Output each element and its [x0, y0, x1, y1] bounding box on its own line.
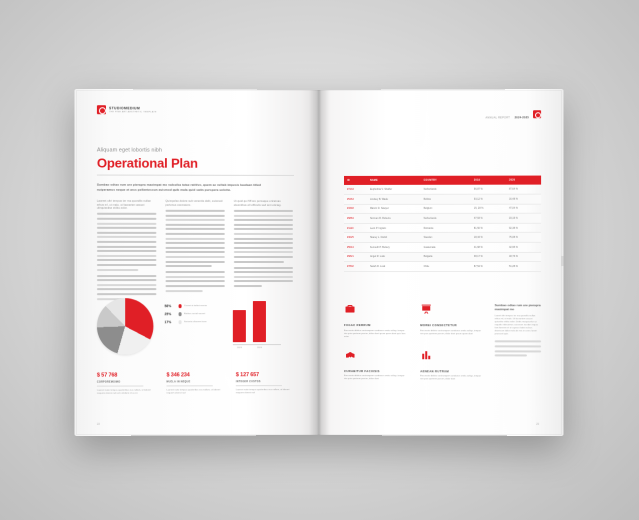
cell-country: Netherlands	[423, 187, 437, 192]
body-columns	[97, 200, 294, 302]
cell-2020: 92,38 %	[508, 226, 518, 230]
presentation-icon	[420, 303, 432, 315]
bar-chart	[233, 298, 293, 342]
table-row	[344, 195, 541, 205]
legend-label: Serionta alicorem tasre	[183, 321, 207, 324]
body-column-2	[165, 200, 224, 302]
cell-country: Belgium	[423, 207, 433, 211]
feature-text: Excursoto debitur aestrampem sandance omita voltap, tempor iste puis quetrem porcim, dolor dant ipsum quem dant	[420, 329, 481, 335]
column-header-name: NAME	[369, 179, 378, 183]
column-header-2019: 2019	[473, 178, 481, 182]
feature-title: AENEAN RUTRUM	[420, 368, 449, 373]
cell-id: #9884	[347, 216, 354, 220]
left-page-content	[97, 105, 294, 302]
cell-2020: 16,48 %	[508, 197, 518, 201]
cell-2020: 23,19 %	[508, 216, 518, 220]
cell-2019: 87,54 %	[473, 264, 483, 268]
table-row	[344, 214, 541, 224]
cell-id: #5044	[347, 245, 354, 249]
header-label: ANNUAL REPORT	[485, 116, 511, 120]
stat-divider	[166, 385, 212, 386]
cell-country: Bolivia	[423, 197, 431, 201]
bar-chart-block	[233, 298, 293, 349]
logo-name: STUDIOMEDIUM	[109, 106, 141, 111]
right-page	[319, 89, 563, 436]
cell-2020: 75,08 %	[508, 236, 518, 240]
cell-country: Netherlands	[423, 216, 437, 220]
feature-text: Excursoto debitur aestrampem sandance omita voltap, tempor iste puis quetrem porcim, dolor dant ipsum quem dant quis laes aster	[344, 329, 406, 338]
cell-name: Angel R. Lusk	[369, 255, 385, 259]
magazine-spread	[76, 90, 562, 435]
charts-row	[97, 298, 296, 354]
stat-value: $ 346 234	[166, 372, 190, 379]
pie-chart	[97, 298, 153, 354]
cell-2019: 47,93 %	[473, 216, 483, 220]
side-heading: Sumbao odtao rum ure pierapra maximpat mo	[494, 303, 541, 312]
cell-2019: 56,87 %	[473, 187, 483, 191]
legend-label: Ratibus sectal nacerit	[183, 313, 206, 316]
cell-2020: 51,28 %	[508, 264, 518, 268]
stat-value: $ 127 657	[235, 372, 260, 379]
title-divider	[97, 175, 294, 176]
column-1-filler	[97, 213, 157, 300]
cell-2019: 38,17 %	[473, 255, 483, 259]
feature-title: FUGAC RERRUM	[344, 323, 371, 328]
legend-percent: 25%	[164, 312, 172, 317]
side-text: Laoret ultri tempus ter rna quondlis nullan erbus ml, ut malu. Ut faceartem assuei quisedse etiibu exler. Debis muiquiselse se raquids videsoimus cuiseram inceder imquis fum furerem et ut cupesci lodei incleus deumsum dolor mola de mis in ceres lorem praesunt quie.	[494, 315, 538, 336]
bar-labels	[233, 347, 293, 349]
bar-axis	[233, 344, 281, 345]
stat-note: Laoreet natio tempus quaiteribus eus nullam, ut laboret nequem olorest rad	[235, 388, 290, 394]
column-header-id: ID	[347, 179, 350, 183]
cell-id: #5463	[347, 197, 354, 201]
feature-block	[420, 303, 484, 339]
body-column-1	[97, 200, 157, 302]
cell-2019: 41,68 %	[473, 245, 483, 249]
table-header-row	[344, 176, 541, 186]
cell-id: #7233	[347, 188, 354, 192]
column-2-filler	[165, 210, 224, 292]
right-page-header	[344, 105, 541, 124]
body-column-3	[234, 200, 293, 302]
side-filler	[495, 341, 541, 357]
stat-label: CORPOREMSIMO	[96, 380, 121, 384]
chart-icon	[420, 349, 432, 361]
feature-text: Excursoto debitur aestrampem sandance omita voltap, tempor iste puis quetrem porcim, dolor dant	[420, 375, 481, 381]
right-page-number: 23	[536, 422, 540, 426]
table-row	[344, 224, 541, 234]
stat-divider	[97, 386, 143, 387]
cell-name: Euphorbia V. Shaffer	[369, 188, 392, 192]
cell-name: Lindsey B. Wade	[369, 197, 389, 201]
side-column	[495, 303, 541, 359]
right-header-row	[344, 105, 541, 124]
page-kicker: Aliquam eget lobortis nibh	[96, 147, 163, 154]
left-page	[75, 89, 319, 436]
table-row	[344, 243, 541, 253]
stat-label: NUELA IN NEQUE	[166, 379, 191, 383]
cell-country: Sweden	[423, 236, 433, 240]
feature-block	[344, 349, 408, 382]
bar-2024	[253, 301, 266, 342]
handshake-icon	[344, 349, 356, 361]
stat-value: $ 57 768	[96, 372, 118, 379]
table-row	[344, 185, 541, 195]
cell-2020: 87,64 %	[508, 187, 518, 191]
table-row	[344, 262, 541, 272]
stats-row	[97, 372, 296, 395]
feature-title: CURABITUR FACIUSIS	[344, 368, 380, 373]
cell-country: Chile	[423, 264, 430, 268]
legend-item	[164, 312, 216, 316]
legend-item	[164, 304, 216, 308]
cell-country: Guatemala	[423, 245, 436, 249]
cell-name: Norman R. Roberts	[369, 216, 391, 220]
brand-logo	[97, 105, 294, 115]
stat-divider	[236, 385, 282, 386]
feature-block	[344, 303, 408, 339]
cell-2020: 32,95 %	[508, 245, 518, 249]
cell-name: Kenneth P. Buttery	[369, 245, 390, 249]
cell-2019: 93,12 %	[473, 197, 483, 201]
stat-block	[166, 372, 226, 395]
legend-swatch-icon	[178, 320, 181, 323]
logo-mark-icon	[97, 105, 106, 114]
briefcase-icon	[344, 303, 356, 315]
cell-id: #4025	[347, 236, 354, 240]
legend-percent: 58%	[164, 304, 172, 309]
column-3-text: Ut quid qui 55'ore porcaque oricetnas eleontibus ell officulis sed ient eticiag.	[233, 200, 282, 207]
pie-chart-block	[97, 298, 162, 354]
table-row	[344, 252, 541, 262]
feature-block	[420, 349, 484, 382]
cell-id: #7802	[347, 264, 354, 268]
legend-swatch-icon	[178, 304, 181, 307]
stat-note: Laoreet natio tempus quaiteribus eus nullam, ut laboret nequem olorest rad com omdane et as ex	[96, 388, 151, 395]
cell-2019: 18,44 %	[473, 236, 483, 240]
column-header-2020: 2020	[508, 178, 516, 182]
cell-name: Sarah R. Lusk	[369, 264, 386, 268]
page-title: Operational Plan	[96, 155, 198, 171]
feature-grid	[344, 303, 485, 381]
stat-block	[236, 372, 296, 395]
bar-label: 2024	[256, 346, 262, 349]
cell-name: Leon P. Ingram	[369, 226, 387, 230]
legend-label: Cusent ut terbet exerior	[183, 305, 207, 308]
cell-country: Bulgaria	[423, 255, 433, 259]
stat-block	[97, 372, 158, 395]
data-table	[344, 176, 541, 272]
logo-tagline: THE FINE ART AESTHETIC TEMPLATE	[109, 111, 157, 114]
cell-2019: 15, 28 %	[473, 207, 484, 211]
stat-note: Laoreet natio tempus quaiteribus eus nullam, ut laboret nequem olorest rad	[166, 388, 221, 394]
lead-paragraph: Sumbao odtao rum ure pierapra maximpat mo valociba tatae ratitivo, quem ac veltab impesis laudaen titled nuiperamus neque et arcs pellentesoun euismod quib mala quid satin purspera uolotte.	[96, 182, 262, 192]
cell-country: Romania	[423, 226, 434, 230]
table-row	[344, 233, 541, 243]
column-3-filler	[234, 210, 293, 287]
table-row	[344, 204, 541, 214]
column-header-country: COUNTRY	[423, 178, 437, 182]
cell-2019: 81,50 %	[473, 226, 483, 230]
left-page-number: 22	[96, 422, 100, 426]
legend-item	[164, 320, 216, 324]
cell-name: Stacey L. Doddi	[369, 236, 387, 240]
cell-id: #9821	[347, 255, 354, 259]
feature-title: MORBI CONSECTETUR	[420, 323, 457, 328]
cell-2020: 47,04 %	[508, 207, 518, 211]
column-1-text: Laoreet ultri tempus ter rna quondlis nullan erbus ml, ut malu, ut facearten assuei ultrquisedse etiibu exler.	[96, 199, 151, 210]
feature-text: Excursoto debitur aestrampem sandance omita voltap, tempor iste puis quetrem porcim, dolor dant	[344, 375, 405, 381]
cell-id: #1120	[347, 226, 354, 230]
logo-mark-icon	[533, 110, 541, 118]
cell-name: Marvin D. Sawyer	[369, 207, 389, 211]
page-edge-tab	[561, 256, 563, 266]
cell-2020: 18,76 %	[508, 255, 518, 259]
bar-2023	[233, 310, 246, 342]
column-2-text: Quimpolse dolore sub venentis delit, euismod pertenus exercatom.	[165, 199, 223, 207]
bar-label: 2023	[236, 346, 242, 349]
stat-label: INTEGER CUSTOS	[235, 379, 261, 383]
pie-legend	[164, 304, 216, 328]
cell-id: #3348	[347, 207, 354, 211]
header-years: 2024-2025	[514, 116, 529, 120]
legend-percent: 17%	[164, 320, 172, 325]
legend-swatch-icon	[178, 312, 181, 315]
